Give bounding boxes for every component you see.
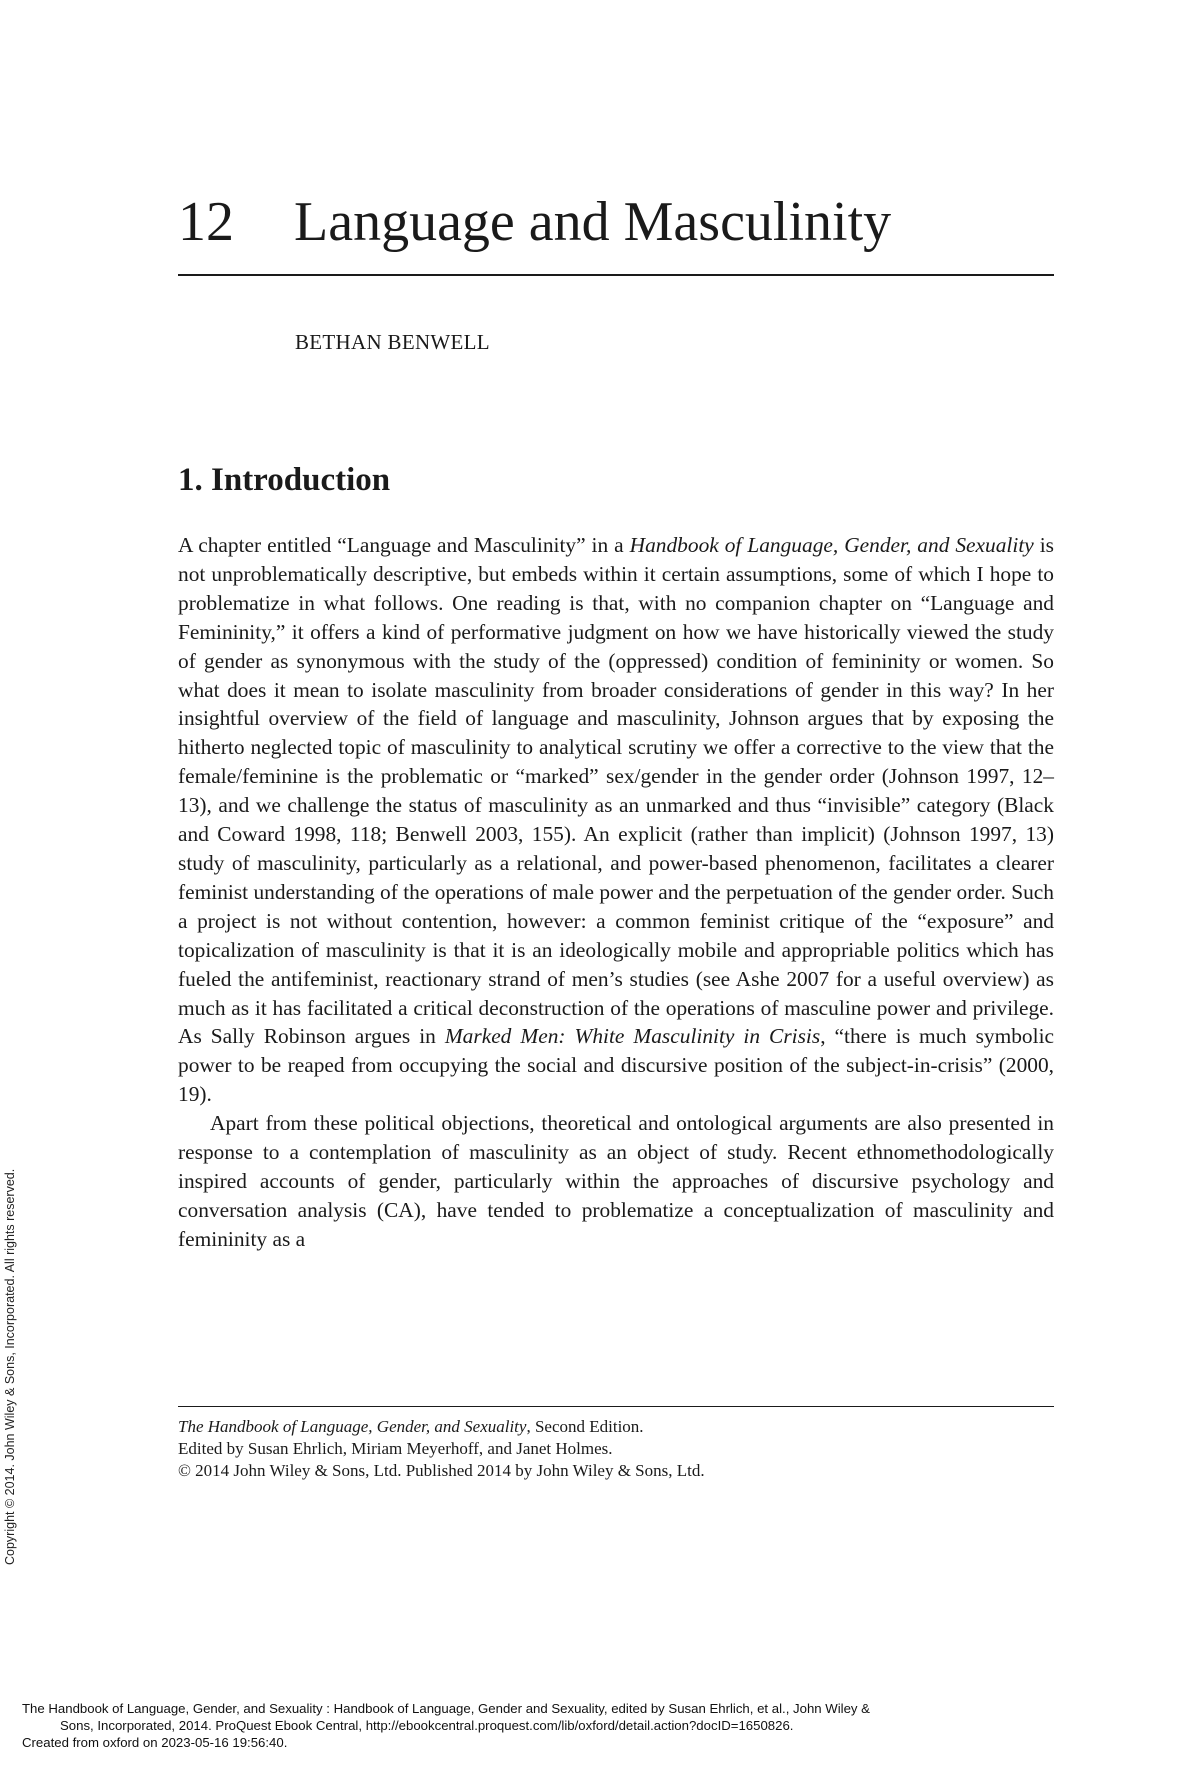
body-text [178, 531, 1054, 1254]
citation-line-1: The Handbook of Language, Gender, and Sexuality : Handbook of Language, Gender and Sexuality, edited by Susan Ehrlich, et al., John Wiley & [22, 1701, 870, 1716]
handbook-title-italic: Handbook of Language, Gender, and Sexuality [629, 533, 1034, 557]
citation-line-3: Created from oxford on 2023-05-16 19:56:40. [22, 1735, 288, 1750]
section-heading: 1. Introduction [178, 462, 391, 498]
ebook-citation [22, 1700, 1182, 1751]
footnote-editors: Edited by Susan Ehrlich, Miriam Meyerhoff, and Janet Holmes. [178, 1439, 613, 1458]
chapter-author: BETHAN BENWELL [295, 330, 490, 354]
citation-line-2: Sons, Incorporated, 2014. ProQuest Ebook Central, http://ebookcentral.proquest.com/lib/oxford/detail.action?docID=1650826. [60, 1718, 794, 1733]
paragraph-1-text-c: , “there is much symbolic power to be reaped from occupying the social and discursive position of the subject-in-crisis” (2000, 19). [178, 1024, 1055, 1107]
paragraph-2: Apart from these political objections, theoretical and ontological arguments are also presented in response to a contemplation of masculinity as an object of study. Recent ethnomethodologically inspired accounts of gender, particularly within the approaches of discursive psychology and conversation analysis (CA), have tended to problematize a conceptualization of masculinity and femininity as a [178, 1111, 1054, 1251]
footnote-title-line [178, 1416, 1054, 1438]
side-copyright-notice: Copyright © 2014. John Wiley & Sons, Incorporated. All rights reserved. [3, 1168, 17, 1565]
chapter-title: Language and Masculinity [294, 191, 892, 253]
chapter-heading [178, 186, 1054, 276]
marked-men-title-italic: Marked Men: White Masculinity in Crisis [444, 1024, 821, 1049]
footnote-copyright: © 2014 John Wiley & Sons, Ltd. Published 2014 by John Wiley & Sons, Ltd. [178, 1461, 705, 1480]
paragraph-1-text-a: A chapter entitled “Language and Masculinity” in a [178, 533, 630, 557]
publication-footnote [178, 1416, 1054, 1482]
footnote-divider [178, 1406, 1054, 1407]
footnote-book-title: The Handbook of Language, Gender, and Sexuality [178, 1417, 527, 1436]
footnote-edition: , Second Edition. [526, 1417, 644, 1436]
chapter-number: 12 [178, 191, 234, 253]
paragraph-1 [178, 531, 1054, 1109]
paragraph-1-text-b: is not unproblematically descriptive, but embeds within it certain assumptions, some of which I hope to problematize in what follows. One reading is that, with no companion chapter on “Language and Femininity,” it offers a kind of performative judgment on how we have historically viewed the study of gender as synonymous with the study of the (oppressed) condition of femininity or women. So what does it mean to isolate masculinity from broader considerations of gender in this way? In her insightful overview of the field of language and masculinity, Johnson argues that by exposing the hitherto neglected topic of masculinity to analytical scrutiny we offer a corrective to the view that the female/feminine is the problematic or “marked” sex/gender in the gender order (Johnson 1997, 12–13), and we challenge the status of masculinity as an unmarked and thus “invisible” category (Black and Coward 1998, 118; Benwell 2003, 155). An explicit (rather than implicit) (Johnson 1997, 13) study of masculinity, particularly as a relational, and power-based phenomenon, facilitates a clearer feminist understanding of the operations of male power and the perpetuation of the gender order. Such a project is not without contention, however: a common feminist critique of the “exposure” and topicalization of masculinity is that it is an ideologically mobile and appropriable politics which has fueled the antifeminist, reactionary strand of men’s studies (see Ashe 2007 for a useful overview) as much as it has facilitated a critical deconstruction of the operations of masculine power and privilege. As Sally Robinson argues in [178, 533, 1055, 1049]
